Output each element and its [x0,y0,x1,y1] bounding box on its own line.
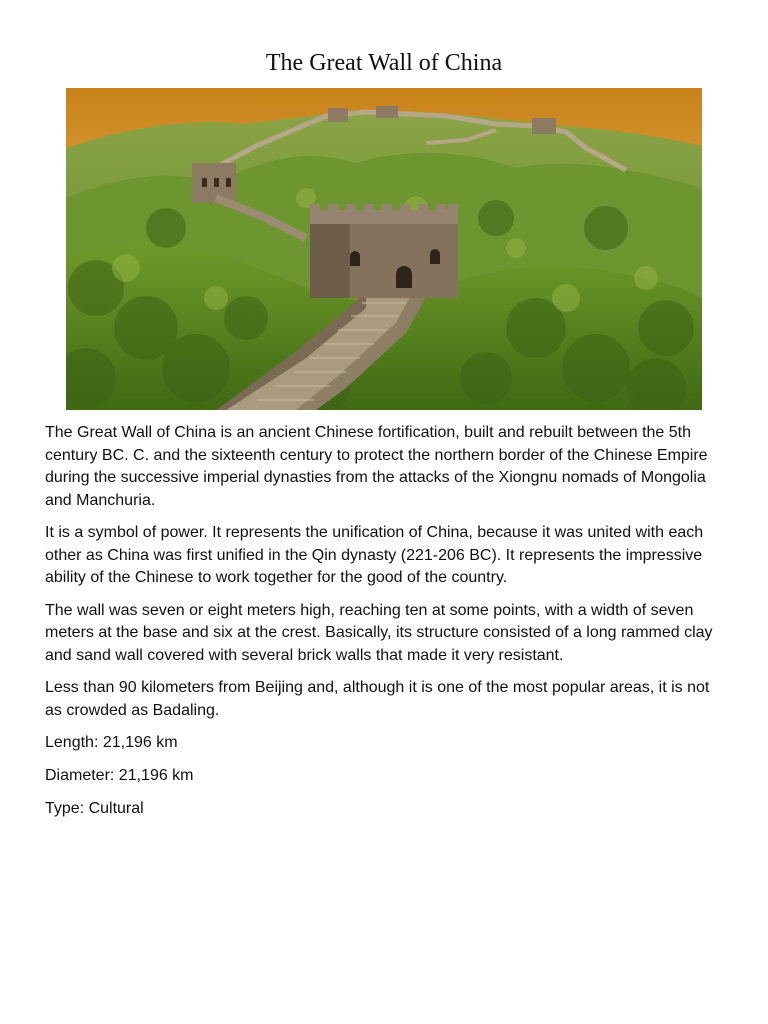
paragraph-intro: The Great Wall of China is an ancient Chinese fortification, built and rebuilt between the 5th century BC. C. and the sixteenth century to protect the northern border of the Chinese Empire during the successive imperial dynasties from the attacks of the Xiongnu nomads of Mongolia and Manchuria. [45,424,708,509]
paragraph-location: Less than 90 kilometers from Beijing and, although it is one of the most popular areas, it is not as crowded as Badaling. [45,679,710,719]
page-title: The Great Wall of China [265,50,503,76]
fact-diameter: Diameter: 21,196 km [45,767,194,784]
fact-length: Length: 21,196 km [45,734,178,751]
fact-type: Type: Cultural [45,800,144,817]
paragraph-symbol: It is a symbol of power. It represents the unification of China, because it was united with each other as China was first unified in the Qin dynasty (221-206 BC). It represents the impressive ability of the Chinese to work together for the good of the country. [45,524,704,586]
paragraph-structure: The wall was seven or eight meters high, reaching ten at some points, with a width of seven meters at the base and six at the crest. Basically, its structure consisted of a long rammed clay and sand wall covered with several brick walls that made it very resistant. [45,601,713,664]
great-wall-illustration [66,88,702,410]
article-body [45,422,725,831]
great-wall-photo [66,88,702,410]
main-watchtower [310,204,458,298]
